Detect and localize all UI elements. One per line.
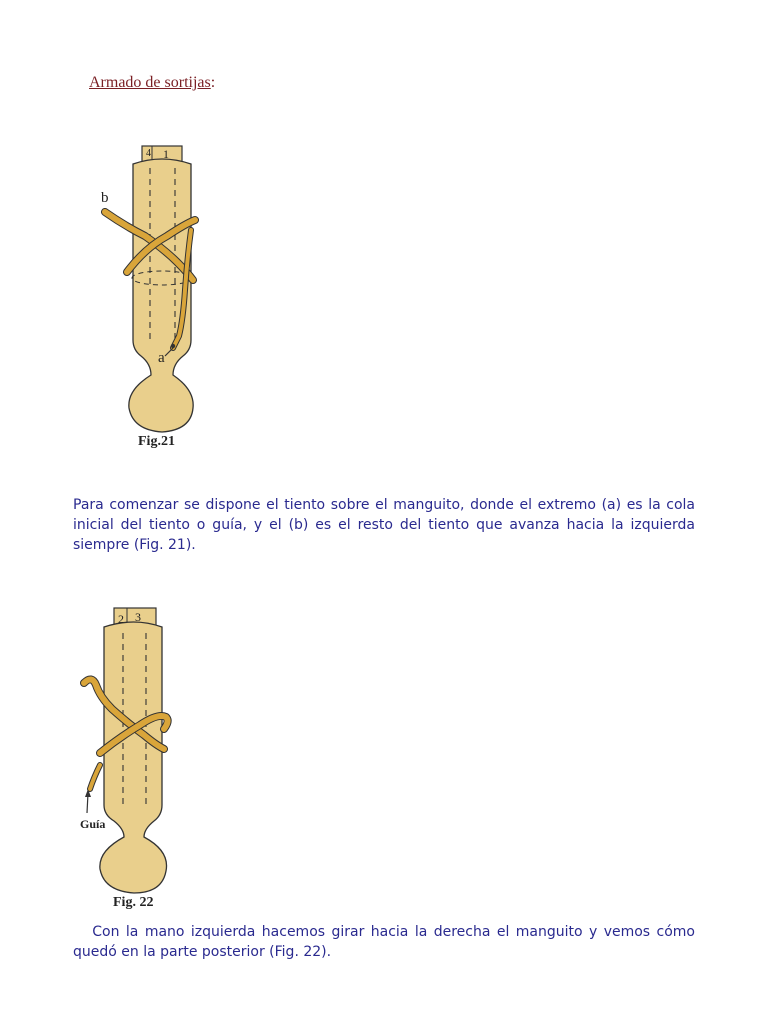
heading-text: Armado de sortijas xyxy=(89,74,211,91)
end-label-b: b xyxy=(101,190,109,206)
figure-21-illustration xyxy=(95,140,225,435)
paragraph: Con la mano izquierda hacemos girar hacia la derecha el manguito y vemos cómo quedó en la parte posterior (Fig. 22). xyxy=(73,924,700,960)
segment-label: 1 xyxy=(163,147,169,161)
segment-label: 2 xyxy=(118,612,124,626)
section-heading xyxy=(89,74,215,92)
heading-colon: : xyxy=(210,74,216,91)
segment-label: 4 xyxy=(146,148,151,159)
end-label-a: a xyxy=(158,350,165,366)
figure-caption: Fig. 22 xyxy=(113,895,154,910)
paragraph: Para comenzar se dispone el tiento sobre el manguito, donde el extremo (a) es la cola inicial del tiento o guía, y el (b) es el resto del tiento que avanza hacia la izquierda siempre (Fig. 21). xyxy=(73,497,695,553)
figure-caption: Fig.21 xyxy=(138,434,175,449)
segment-label: 3 xyxy=(135,610,141,624)
guide-label: Guía xyxy=(80,817,106,831)
figure-22-illustration xyxy=(78,605,208,895)
